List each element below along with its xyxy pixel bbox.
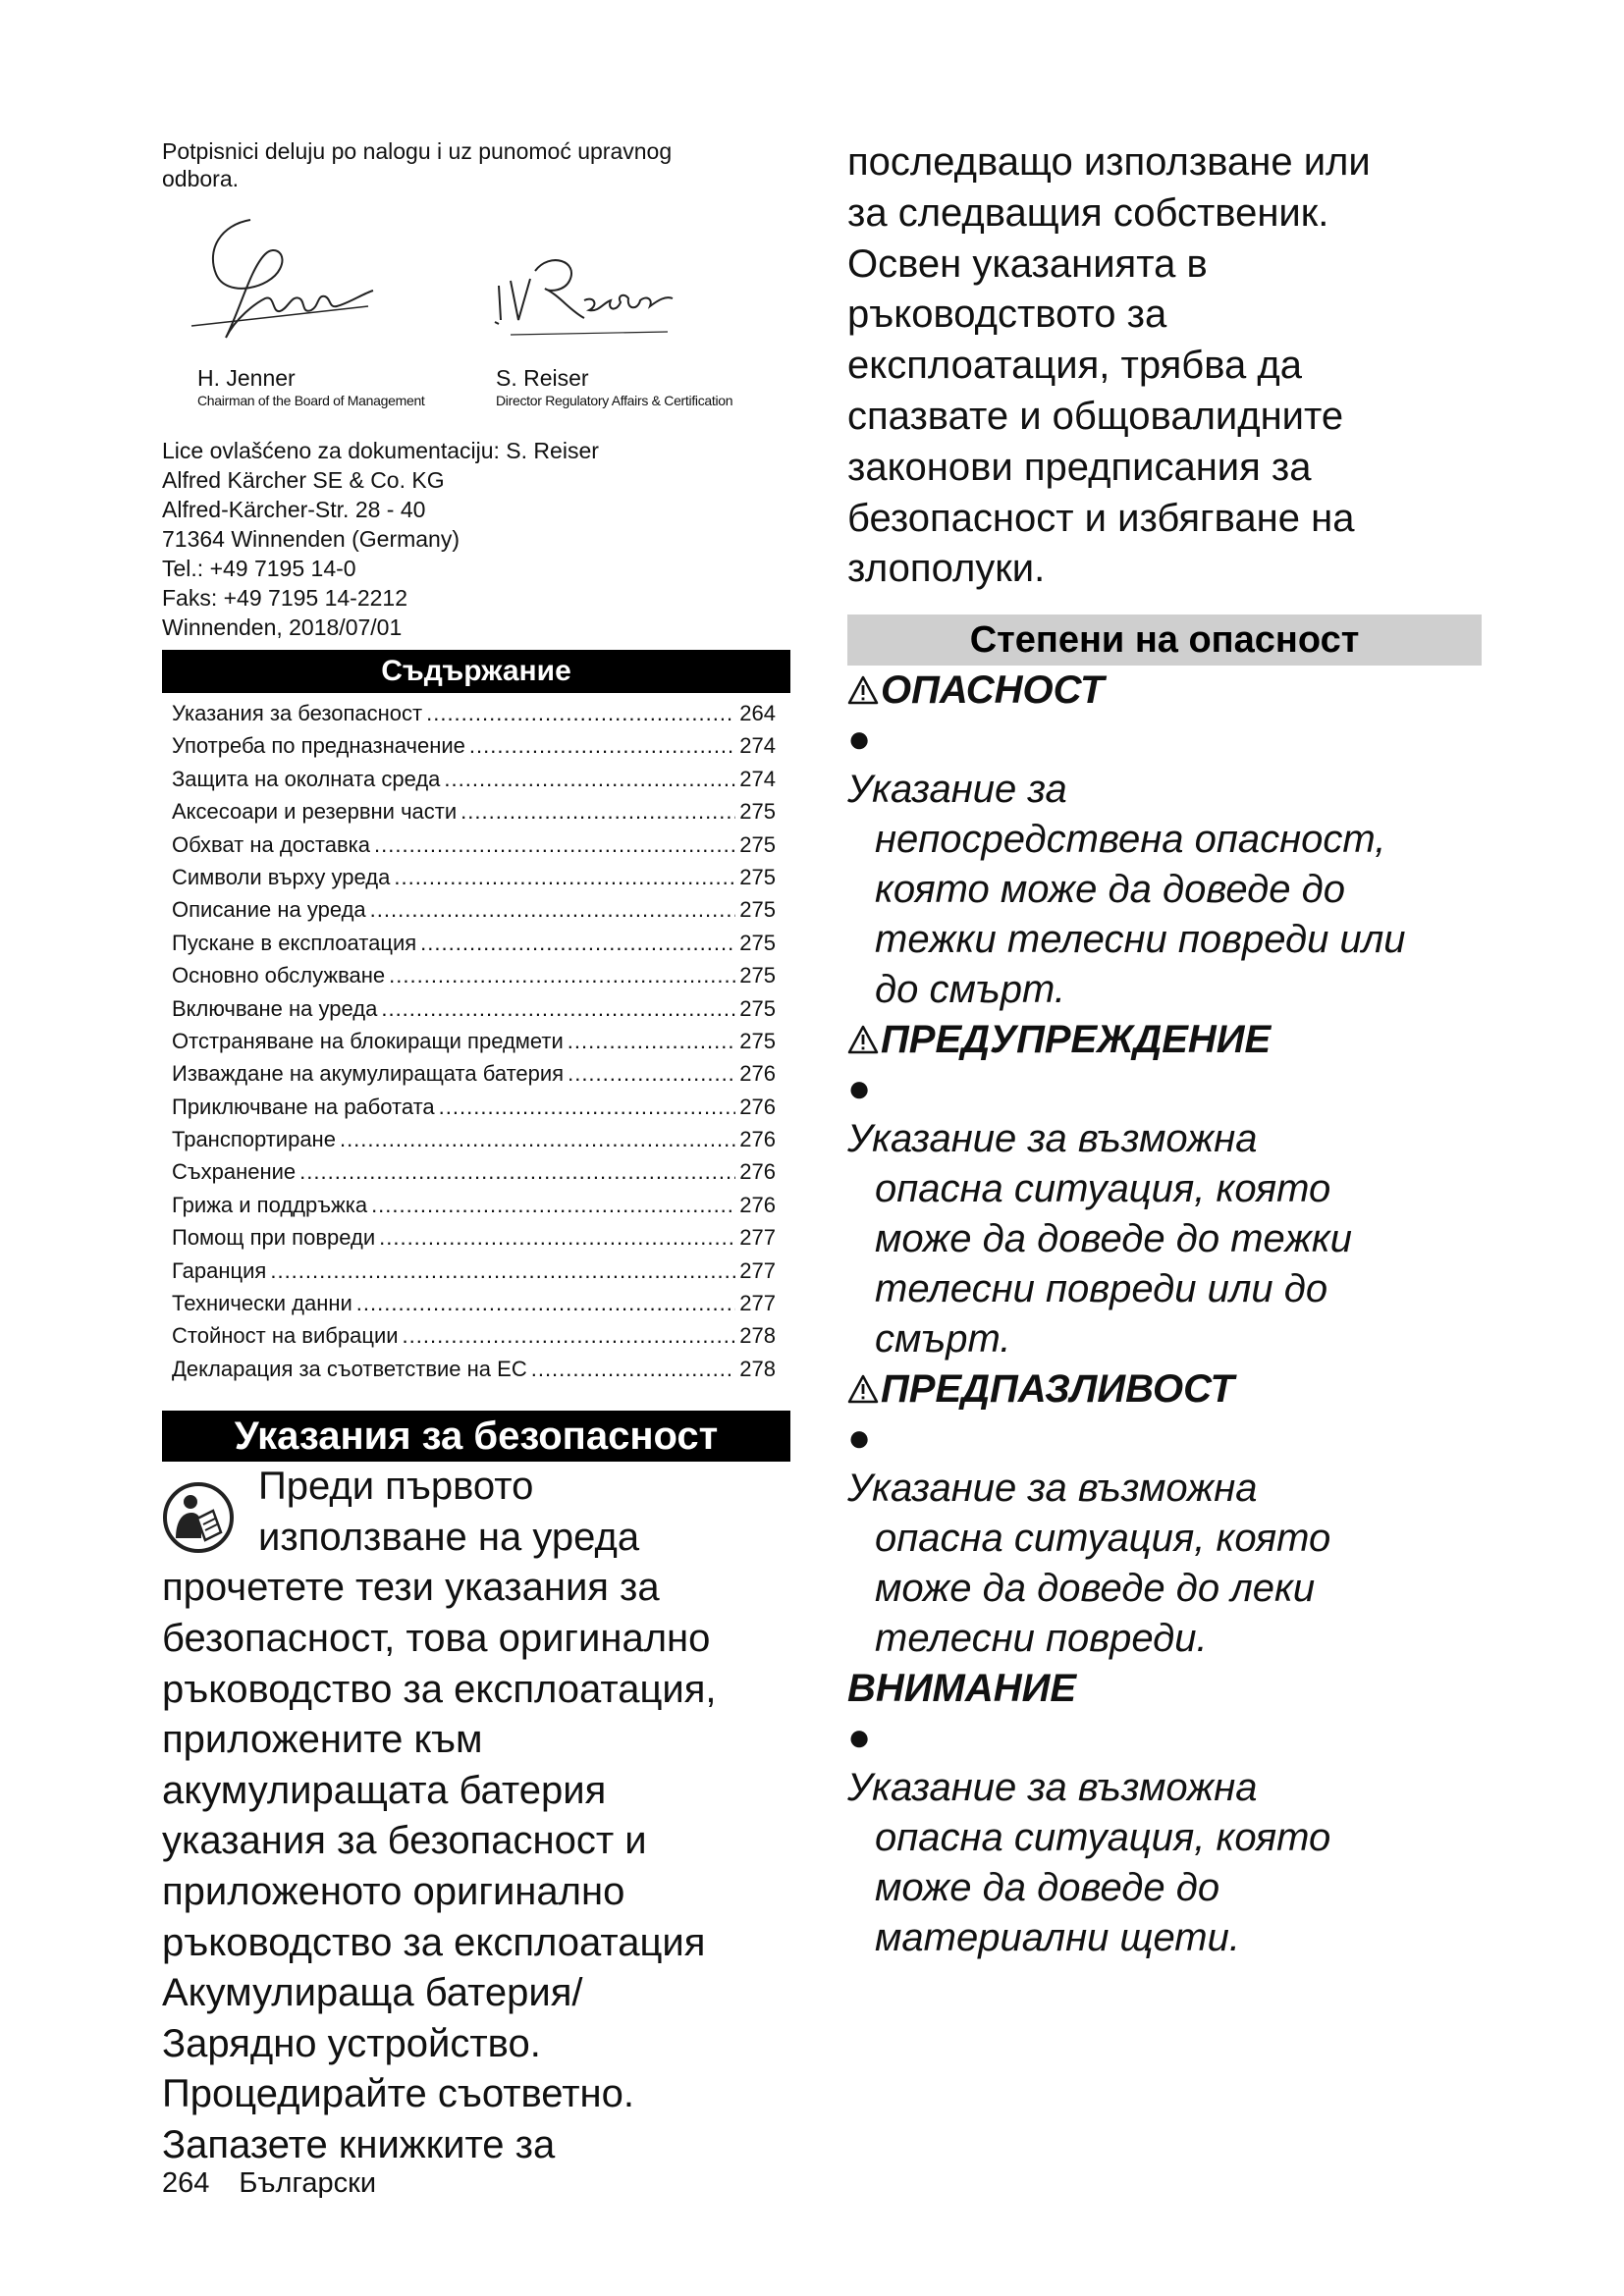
toc-entry-title: Гаранция [172, 1257, 267, 1283]
toc-entry[interactable] [172, 959, 776, 991]
toc-entry[interactable] [172, 1221, 776, 1254]
toc-entry-page: 277 [739, 1291, 776, 1316]
text-line: опасна ситуация, която [875, 1517, 1331, 1561]
text-line: материални щети. [875, 1916, 1240, 1960]
text-line: прочетете тези указания за [162, 1566, 660, 1610]
text-line: може да доведе до тежки [875, 1217, 1352, 1261]
text-line: Преди първото [258, 1465, 534, 1509]
toc-entry-page: 264 [739, 701, 776, 725]
toc-entry-title: Указания за безопасност [172, 701, 423, 725]
toc-entry-page: 275 [739, 864, 776, 889]
toc-entry-page: 275 [739, 831, 776, 857]
toc-leader [531, 1353, 736, 1385]
text-line: безопасност, това оригинално [162, 1616, 711, 1660]
text-line: опасна ситуация, която [875, 1167, 1331, 1211]
text-line: ръководство за експлоатация, [162, 1667, 717, 1711]
toc-entry-page: 278 [739, 1323, 776, 1349]
address-block [162, 436, 790, 642]
footer-language: Български [239, 2167, 377, 2199]
hazard-body [847, 1713, 1482, 1963]
text-line: ръководството за [847, 293, 1167, 337]
text-line: указания за безопасност и [162, 1819, 647, 1863]
left-column [162, 137, 790, 2171]
toc-entry-title: Транспортиране [172, 1127, 336, 1152]
toc-entry-page: 276 [739, 1094, 776, 1119]
toc-entry[interactable] [172, 927, 776, 959]
signatory-role: Director Regulatory Affairs & Certification [496, 393, 733, 408]
text-line: безопасност и избягване на [847, 496, 1355, 540]
text-line: Запазете книжките за [162, 2122, 556, 2166]
toc-entry[interactable] [172, 861, 776, 893]
toc-entry[interactable] [172, 763, 776, 795]
text-line: Процедирайте съответно. [162, 2072, 634, 2116]
text-line: Зарядно устройство. [162, 2021, 541, 2065]
toc-entry-page: 275 [739, 1028, 776, 1053]
toc-leader [371, 1189, 735, 1221]
toc-entry-title: Приключване на работата [172, 1094, 435, 1119]
text-line: Указание за [847, 768, 1067, 812]
text-line: може да доведе до [875, 1866, 1220, 1910]
toc-entry[interactable] [172, 1025, 776, 1057]
safety-body-text [162, 1563, 790, 2170]
toc-leader [439, 1091, 736, 1123]
address-line: Lice ovlašćeno za dokumentaciju: S. Reiser [162, 438, 599, 463]
text-line: Указание за възможна [847, 1766, 1258, 1810]
toc-leader [444, 763, 735, 795]
continuation-text [847, 137, 1482, 595]
signature-jenner [182, 200, 378, 367]
bullet-icon: ● [847, 1067, 872, 1111]
toc-entry[interactable] [172, 828, 776, 861]
toc-leader [370, 893, 736, 926]
intro-text [162, 137, 790, 192]
right-column [847, 137, 1482, 1963]
address-line: Tel.: +49 7195 14-0 [162, 556, 356, 581]
bullet-icon: ● [847, 1716, 872, 1760]
toc-entry-page: 275 [739, 995, 776, 1021]
toc-entry-title: Символи върху уреда [172, 864, 391, 889]
hazard-title [847, 1015, 1482, 1064]
signatory-jenner [197, 364, 425, 409]
signature-reiser [491, 241, 677, 349]
toc-leader [460, 795, 735, 828]
toc-entry[interactable] [172, 1319, 776, 1352]
text-line: ръководство за експлоатация [162, 1920, 706, 1964]
toc-entry[interactable] [172, 1057, 776, 1090]
toc-entry-page: 276 [739, 1061, 776, 1087]
toc-entry-title: Аксесоари и резервни части [172, 799, 458, 825]
text-line: експлоатация, трябва да [847, 344, 1302, 388]
toc-entry-title: Употреба по предназначение [172, 733, 465, 759]
toc-leader [299, 1155, 735, 1188]
signatures [162, 192, 790, 436]
toc-leader [374, 828, 735, 861]
toc-leader [403, 1319, 736, 1352]
text-line: Освен указанията в [847, 241, 1208, 286]
toc-entry[interactable] [172, 729, 776, 762]
toc-entry[interactable] [172, 1287, 776, 1319]
toc-entry-page: 275 [739, 930, 776, 955]
toc-entry-title: Изваждане на акумулиращата батерия [172, 1061, 565, 1087]
bullet-icon: ● [847, 718, 872, 762]
hazard-title-text: ПРЕДУПРЕЖДЕНИЕ [881, 1018, 1272, 1062]
hazard-caution [847, 1364, 1482, 1664]
table-of-contents [162, 693, 776, 1385]
toc-entry-title: Технически данни [172, 1291, 352, 1316]
text-line: може да доведе до леки [875, 1567, 1316, 1611]
text-line: Указание за възможна [847, 1117, 1258, 1161]
toc-entry[interactable] [172, 795, 776, 828]
read-manual-icon [162, 1481, 235, 1554]
toc-leader [340, 1123, 735, 1155]
warning-triangle-icon [847, 1374, 879, 1404]
first-use-block [162, 1462, 790, 2170]
toc-entry[interactable] [172, 1155, 776, 1188]
warning-triangle-icon [847, 1025, 879, 1054]
text-line: Указание за възможна [847, 1467, 1258, 1511]
toc-entry-page: 275 [739, 799, 776, 825]
signatory-reiser [496, 364, 732, 409]
toc-entry[interactable] [172, 1255, 776, 1287]
toc-entry-page: 276 [739, 1127, 776, 1152]
page-footer [162, 2167, 376, 2200]
address-line: Alfred Kärcher SE & Co. KG [162, 467, 445, 493]
toc-entry[interactable] [172, 1189, 776, 1221]
toc-leader [394, 861, 735, 893]
text-line: телесни повреди или до [875, 1267, 1328, 1311]
text-line: последващо използване или [847, 140, 1371, 184]
toc-entry-title: Стойност на вибрации [172, 1323, 399, 1349]
hazard-title [847, 1664, 1482, 1713]
hazard-levels-heading: Степени на опасност [847, 614, 1482, 666]
hazard-body [847, 1414, 1482, 1664]
toc-entry-title: Отстраняване на блокиращи предмети [172, 1028, 564, 1053]
toc-entry[interactable] [172, 1353, 776, 1385]
hazard-title [847, 666, 1482, 715]
hazard-body [847, 715, 1482, 1015]
toc-leader [568, 1057, 735, 1090]
safety-heading: Указания за безопасност [162, 1411, 790, 1462]
toc-entry-title: Съхранение [172, 1159, 297, 1185]
toc-entry[interactable] [172, 992, 776, 1025]
toc-entry-page: 274 [739, 766, 776, 791]
text-line: акумулиращата батерия [162, 1768, 607, 1812]
text-line: приложените към [162, 1718, 483, 1762]
warning-triangle-icon [847, 675, 879, 705]
text-line: смърт. [875, 1317, 1011, 1362]
hazard-body [847, 1064, 1482, 1364]
toc-entry-page: 278 [739, 1356, 776, 1381]
toc-leader [379, 1221, 735, 1254]
toc-heading: Съдържание [162, 650, 790, 693]
hazard-title [847, 1364, 1482, 1414]
hazard-title-text: ОПАСНОСТ [881, 668, 1105, 713]
signatory-name: H. Jenner [197, 365, 296, 391]
text-line: телесни повреди. [875, 1617, 1208, 1661]
address-line: Faks: +49 7195 14-2212 [162, 585, 407, 611]
toc-entry-page: 277 [739, 1225, 776, 1251]
toc-entry-page: 276 [739, 1159, 776, 1185]
signatory-name: S. Reiser [496, 365, 589, 391]
text-line: тежки телесни повреди или [875, 918, 1406, 962]
text-line: злополуки. [847, 547, 1046, 591]
toc-entry-page: 276 [739, 1192, 776, 1217]
toc-entry-page: 275 [739, 963, 776, 988]
toc-entry-title: Основно обслужване [172, 963, 386, 988]
toc-entry-title: Помощ при повреди [172, 1225, 376, 1251]
text-line: използване на уреда [258, 1515, 640, 1559]
text-line: законови предписания за [847, 445, 1312, 489]
intro-line: Potpisnici deluju po nalogu i uz punomoć upravnog [162, 138, 673, 164]
signatory-role: Chairman of the Board of Management [197, 393, 425, 408]
text-line: приложеното оригинално [162, 1869, 625, 1913]
text-line: спазвате и общовалидните [847, 394, 1344, 438]
toc-leader [568, 1025, 736, 1057]
address-line: 71364 Winnenden (Germany) [162, 526, 460, 552]
toc-leader [426, 697, 735, 729]
toc-leader [381, 992, 735, 1025]
toc-entry-title: Декларация за съответствие на ЕС [172, 1356, 527, 1381]
toc-leader [469, 729, 735, 762]
text-line: за следващия собственик. [847, 190, 1329, 235]
toc-entry-page: 274 [739, 733, 776, 759]
toc-entry-title: Пускане в експлоатация [172, 930, 417, 955]
page-number: 264 [162, 2167, 210, 2199]
intro-line: odbora. [162, 166, 240, 191]
text-line: опасна ситуация, която [875, 1816, 1331, 1860]
toc-entry-title: Описание на уреда [172, 897, 366, 923]
text-line: до смърт. [875, 968, 1065, 1012]
toc-entry-title: Включване на уреда [172, 995, 378, 1021]
toc-leader [270, 1255, 735, 1287]
toc-leader [420, 927, 735, 959]
text-line: непосредствена опасност, [875, 818, 1386, 862]
text-line: Акумулираща батерия/ [162, 1971, 583, 2015]
toc-leader [389, 959, 735, 991]
first-use-text [258, 1462, 790, 1563]
hazard-title-text: ПРЕДПАЗЛИВОСТ [881, 1367, 1234, 1412]
toc-entry[interactable] [172, 1091, 776, 1123]
toc-leader [356, 1287, 736, 1319]
address-line: Winnenden, 2018/07/01 [162, 614, 403, 640]
toc-entry-page: 275 [739, 897, 776, 923]
toc-entry-page: 277 [739, 1257, 776, 1283]
text-line: която може да доведе до [875, 868, 1345, 912]
hazard-notice [847, 1664, 1482, 1963]
hazard-warning [847, 1015, 1482, 1364]
hazard-danger [847, 666, 1482, 1015]
hazard-title-text: ВНИМАНИЕ [847, 1667, 1077, 1711]
toc-entry-title: Грижа и поддръжка [172, 1192, 368, 1217]
toc-entry-title: Защита на околната среда [172, 766, 441, 791]
toc-entry[interactable] [172, 1123, 776, 1155]
toc-entry[interactable] [172, 893, 776, 926]
toc-entry[interactable] [172, 697, 776, 729]
address-line: Alfred-Kärcher-Str. 28 - 40 [162, 497, 426, 522]
toc-entry-title: Обхват на доставка [172, 831, 371, 857]
bullet-icon: ● [847, 1416, 872, 1461]
